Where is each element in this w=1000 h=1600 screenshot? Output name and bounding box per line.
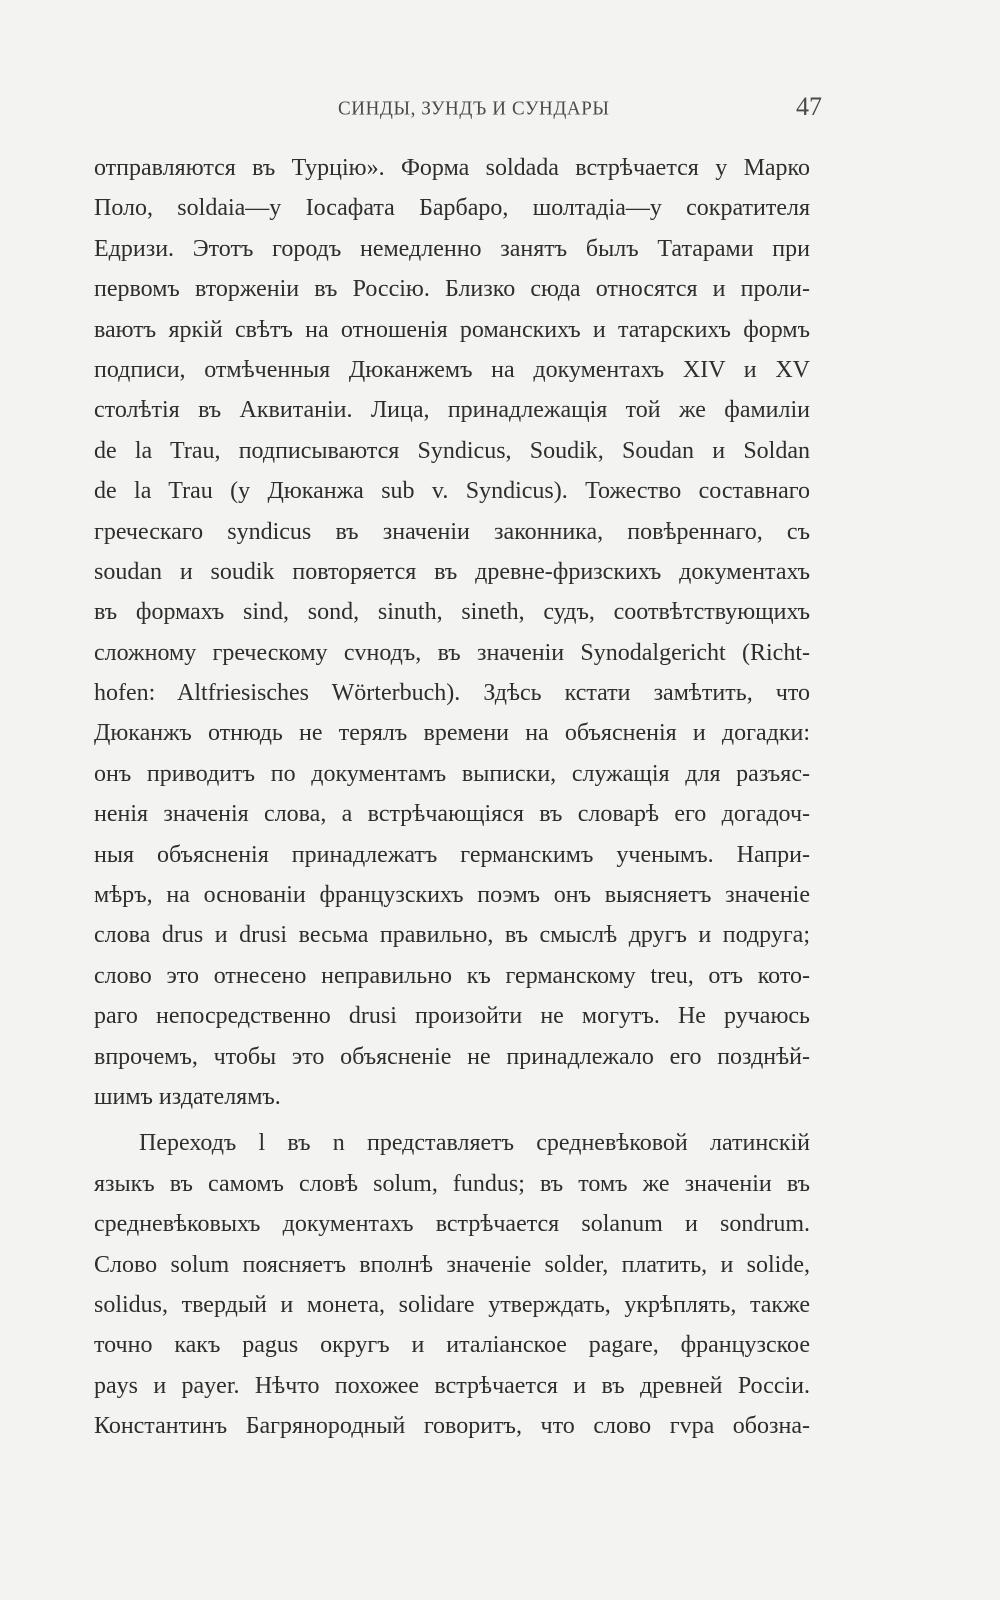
text-line: мѣръ, на основаніи французскихъ поэмъ онъ выясняетъ значеніе — [94, 882, 810, 909]
text-line: solidus, твердый и монета, solidare утверждать, укрѣплять, также — [94, 1291, 810, 1318]
text-line: de la Trau, подписываются Syndicus, Soudik, Soudan и Soldan — [94, 437, 810, 464]
running-title: СИНДЫ, ЗУНДЪ И СУНДАРЫ — [338, 97, 610, 120]
text-line: въ формахъ sind, sond, sinuth, sineth, судъ, соотвѣтствующихъ — [94, 599, 810, 626]
body-text — [94, 148, 810, 1447]
text-line: средневѣковыхъ документахъ встрѣчается solanum и sondrum. — [94, 1211, 810, 1238]
text-line: Едризи. Этотъ городъ немедленно занятъ былъ Татарами при — [94, 235, 810, 262]
text-line: отправляются въ Турцію». Форма soldada встрѣчается у Марко — [94, 155, 810, 181]
text-line: раго непосредственно drusi произойти не могутъ. Не ручаюсь — [94, 1003, 810, 1030]
text-line: онъ приводитъ по документамъ выписки, служащія для разъяс- — [94, 760, 810, 787]
text-line: ненія значенія слова, а встрѣчающіяся въ словарѣ его догадоч- — [94, 801, 810, 828]
text-line: hofen: Altfriesisches Wörterbuch). Здѣсь кстати замѣтить, что — [94, 680, 810, 707]
paragraph-1 — [94, 148, 810, 1117]
text-line: подписи, отмѣченныя Дюканжемъ на документахъ XIV и XV — [94, 356, 810, 383]
text-line: слова drus и drusi весьма правильно, въ смыслѣ другъ и подруга; — [94, 922, 810, 949]
text-line: языкъ въ самомъ словѣ solum, fundus; въ томъ же значеніи въ — [94, 1170, 810, 1197]
paragraph-2 — [94, 1123, 810, 1446]
text-line: Константинъ Багрянородный говоритъ, что слово гvра обозна- — [94, 1413, 810, 1440]
text-line: столѣтія въ Аквитаніи. Лица, принадлежащія той же фамиліи — [94, 397, 810, 424]
text-line: Дюканжъ отнюдь не терялъ времени на объясненія и догадки: — [94, 720, 810, 747]
text-line: ваютъ яркій свѣтъ на отношенія романскихъ и татарскихъ формъ — [94, 316, 810, 343]
text-line: сложному греческому сvнодъ, въ значеніи Synodalgericht (Richt- — [94, 639, 810, 666]
text-line: греческаго syndicus въ значеніи законника, повѣреннаго, съ — [94, 518, 810, 545]
text-line: впрочемъ, чтобы это объясненіе не принадлежало его позднѣй- — [94, 1043, 810, 1070]
text-line: soudan и soudik повторяется въ древне-фризскихъ документахъ — [94, 558, 810, 585]
page-number: 47 — [796, 92, 822, 121]
text-line: Переходъ l въ n представляетъ средневѣковой латинскій — [139, 1130, 810, 1157]
text-line: первомъ вторженіи въ Россію. Близко сюда относятся и проли- — [94, 276, 810, 303]
text-line: шимъ издателямъ. — [94, 1083, 281, 1110]
text-line: Слово solum поясняетъ вполнѣ значеніе solder, платить, и solide, — [94, 1251, 810, 1278]
text-line: слово это отнесено неправильно къ германскому treu, отъ кото- — [94, 962, 810, 989]
page-header — [0, 92, 1000, 132]
text-line: de la Trau (у Дюканжа sub v. Syndicus). Тожество составнаго — [94, 478, 810, 505]
text-line: Поло, soldaia—у Іосафата Барбаро, шолтадіа—у сократителя — [94, 195, 810, 222]
text-line: pays и payer. Нѣчто похожее встрѣчается и въ древней Россіи. — [94, 1372, 810, 1399]
text-line: ныя объясненія принадлежатъ германскимъ ученымъ. Напри- — [94, 841, 810, 868]
text-line: точно какъ pagus округъ и италіанское pagare, французское — [94, 1332, 810, 1359]
